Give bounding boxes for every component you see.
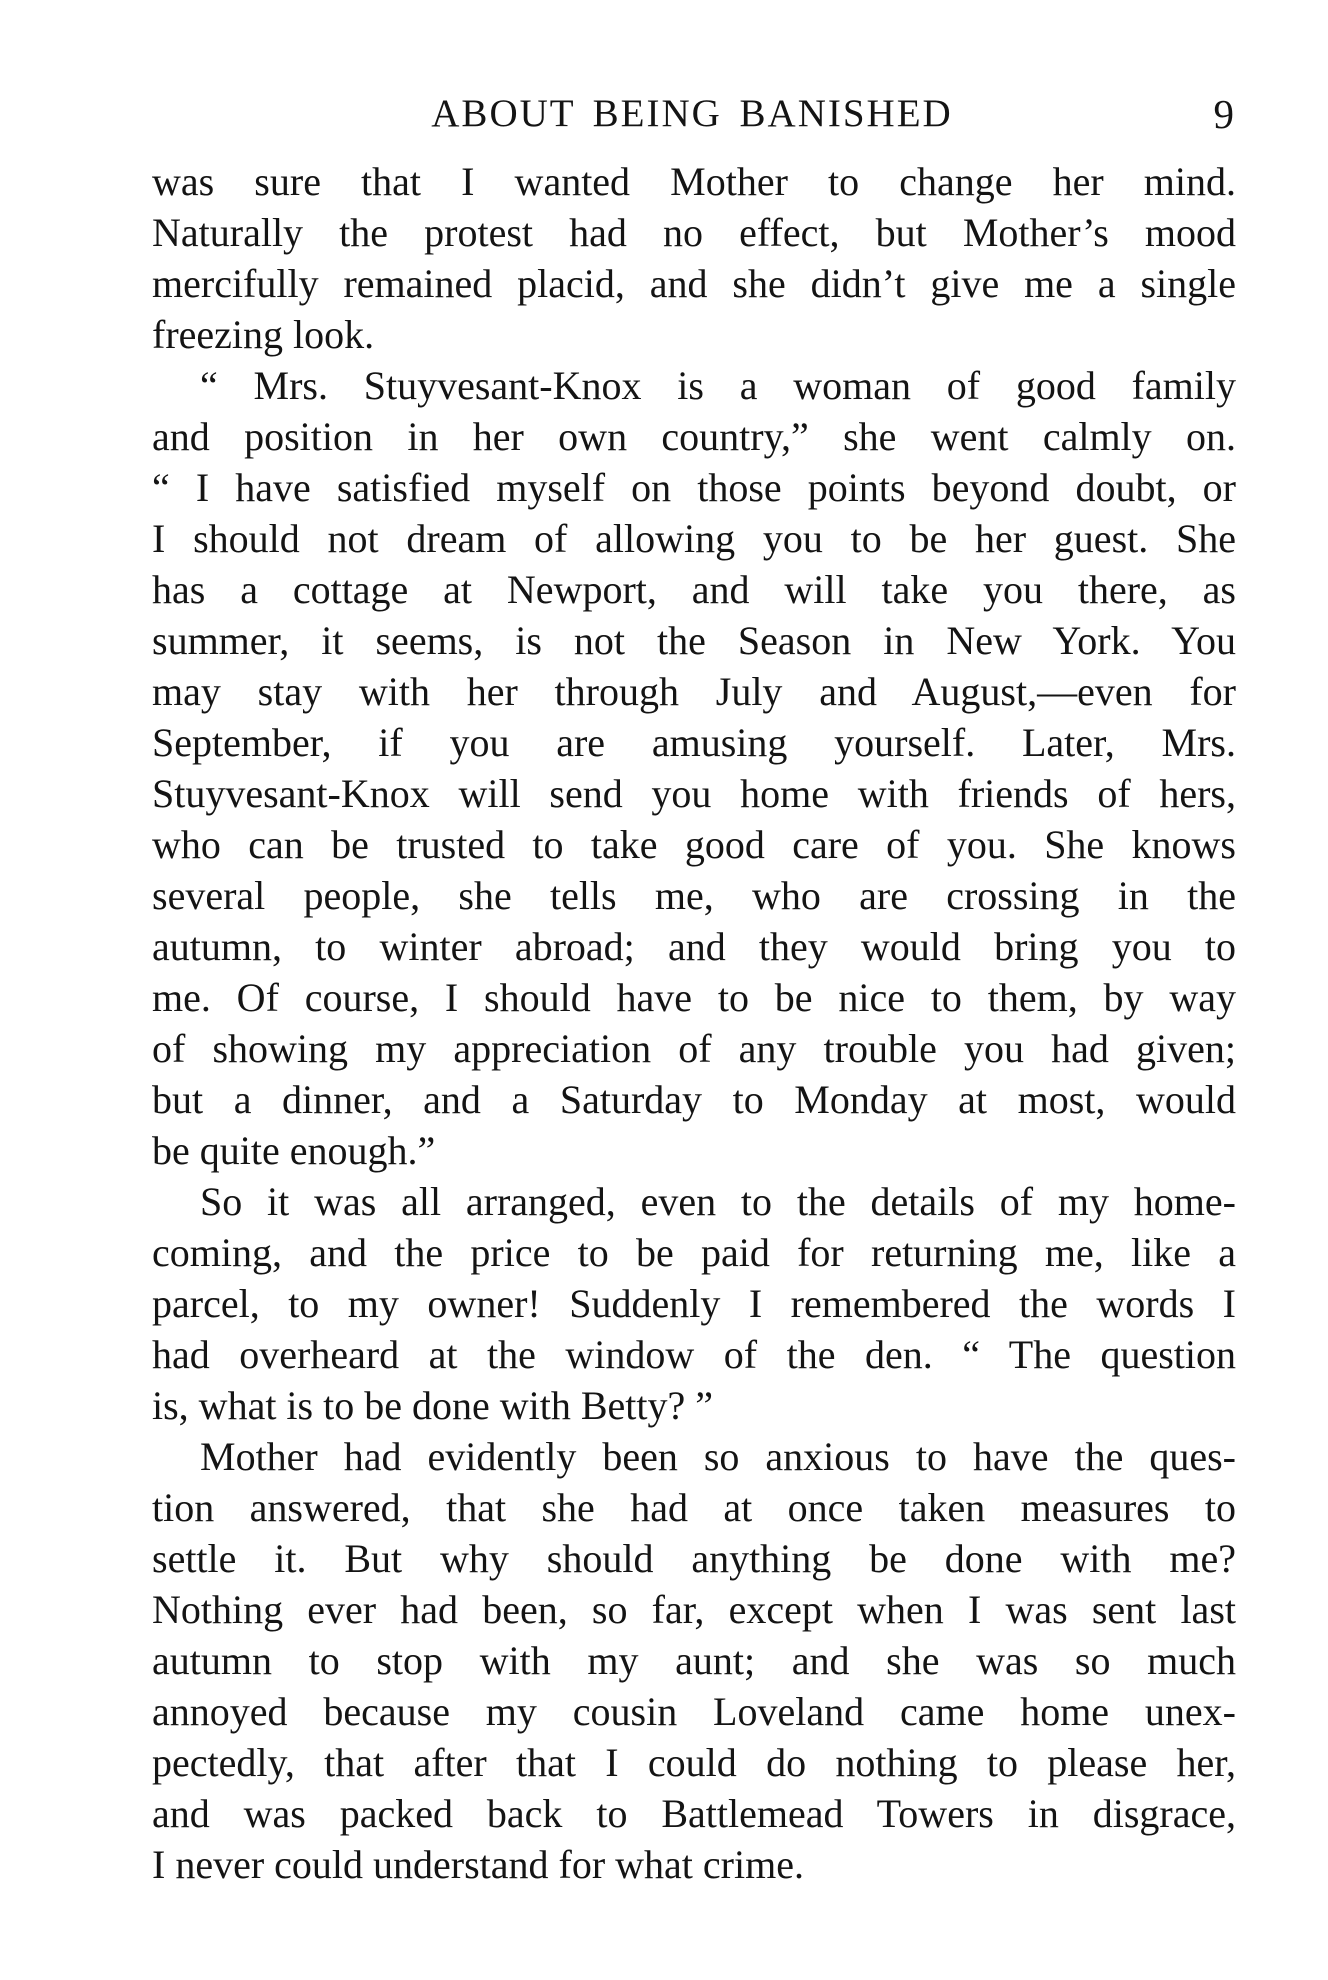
- text-line: “ I have satisfied myself on those points beyond doubt, or: [152, 465, 1236, 510]
- text-line: Naturally the protest had no effect, but Mother’s mood: [152, 210, 1236, 255]
- text-line: but a dinner, and a Saturday to Monday at most, would: [152, 1077, 1236, 1122]
- text-line: be quite enough.”: [152, 1128, 436, 1173]
- text-line: annoyed because my cousin Loveland came home unex-: [152, 1689, 1236, 1734]
- text-line: parcel, to my owner! Suddenly I remembered the words I: [152, 1281, 1236, 1326]
- page-number: 9: [1213, 91, 1234, 137]
- text-line: freezing look.: [152, 312, 375, 357]
- text-line: is, what is to be done with Betty? ”: [152, 1383, 714, 1428]
- text-line: Nothing ever had been, so far, except when I was sent last: [152, 1587, 1236, 1632]
- running-title: ABOUT BEING BANISHED: [431, 92, 953, 135]
- text-line: summer, it seems, is not the Season in New York. You: [152, 618, 1236, 663]
- text-line: I never could understand for what crime.: [152, 1842, 804, 1887]
- text-line: and position in her own country,” she went calmly on.: [152, 414, 1236, 459]
- paragraph-first-line: “ Mrs. Stuyvesant-Knox is a woman of good family: [200, 363, 1236, 408]
- text-line: coming, and the price to be paid for returning me, like a: [152, 1230, 1236, 1275]
- text-line: Stuyvesant-Knox will send you home with friends of hers,: [152, 771, 1236, 816]
- text-line: several people, she tells me, who are crossing in the: [152, 873, 1236, 918]
- text-line: of showing my appreciation of any trouble you had given;: [152, 1026, 1236, 1071]
- text-line: may stay with her through July and August,—even for: [152, 669, 1236, 714]
- text-line: and was packed back to Battlemead Towers in disgrace,: [152, 1791, 1236, 1836]
- paragraph-first-line: Mother had evidently been so anxious to have the ques-: [200, 1434, 1236, 1479]
- running-head: [150, 86, 1234, 142]
- text-line: had overheard at the window of the den. “ The question: [152, 1332, 1236, 1377]
- text-line: who can be trusted to take good care of you. She knows: [152, 822, 1236, 867]
- body-text: [152, 156, 1236, 1890]
- text-line: mercifully remained placid, and she didn’t give me a single: [152, 261, 1236, 306]
- text-line: autumn to stop with my aunt; and she was so much: [152, 1638, 1236, 1683]
- text-line: I should not dream of allowing you to be her guest. She: [152, 516, 1236, 561]
- text-line: tion answered, that she had at once taken measures to: [152, 1485, 1236, 1530]
- text-line: autumn, to winter abroad; and they would bring you to: [152, 924, 1236, 969]
- text-line: me. Of course, I should have to be nice to them, by way: [152, 975, 1236, 1020]
- text-line: pectedly, that after that I could do nothing to please her,: [152, 1740, 1236, 1785]
- text-line: was sure that I wanted Mother to change her mind.: [152, 159, 1236, 204]
- text-line: has a cottage at Newport, and will take you there, as: [152, 567, 1236, 612]
- text-line: September, if you are amusing yourself. Later, Mrs.: [152, 720, 1236, 765]
- paragraph-first-line: So it was all arranged, even to the details of my home-: [200, 1179, 1236, 1224]
- text-line: settle it. But why should anything be done with me?: [152, 1536, 1236, 1581]
